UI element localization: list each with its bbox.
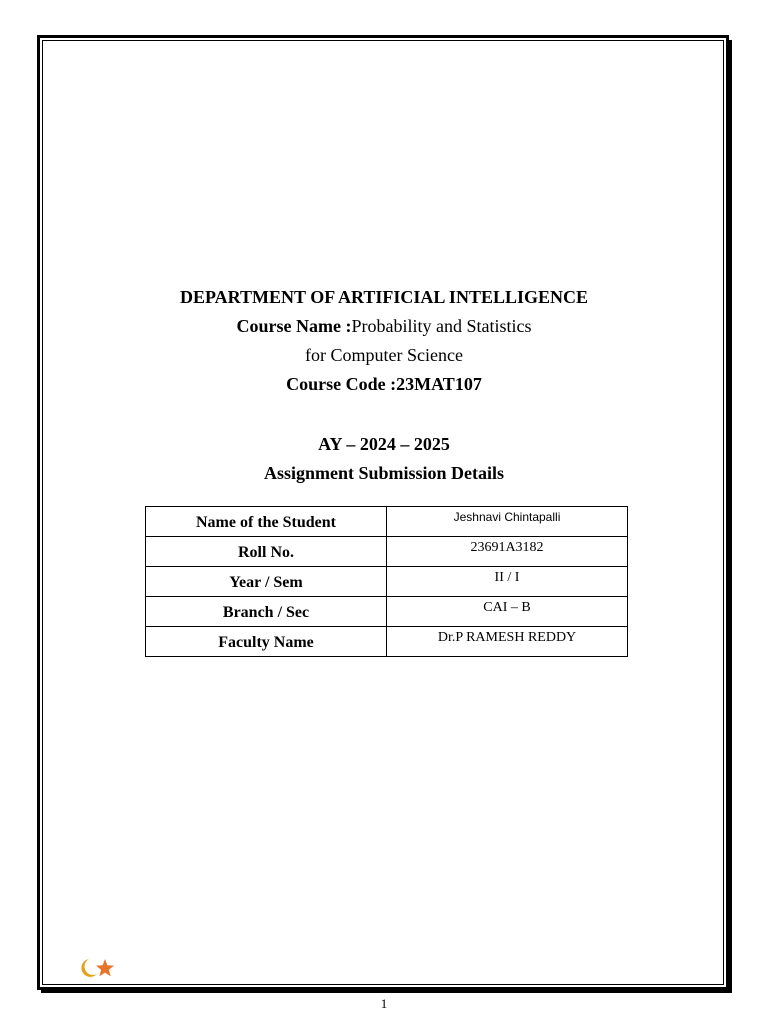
title-block — [0, 283, 768, 488]
course-name-line — [0, 312, 768, 341]
row-value: Jeshnavi Chintapalli — [387, 507, 628, 537]
table-row — [146, 627, 628, 657]
row-value: Dr.P RAMESH REDDY — [387, 627, 628, 657]
crescent-star-icon — [75, 957, 115, 979]
row-value: II / I — [387, 567, 628, 597]
course-code: Course Code :23MAT107 — [286, 374, 482, 394]
table-row — [146, 567, 628, 597]
course-name-continuation: for Computer Science — [305, 345, 463, 365]
row-label: Branch / Sec — [146, 597, 387, 627]
row-value: 23691A3182 — [387, 537, 628, 567]
row-label: Year / Sem — [146, 567, 387, 597]
table-row — [146, 507, 628, 537]
course-name-value: Probability and Statistics — [351, 316, 532, 336]
row-label: Faculty Name — [146, 627, 387, 657]
course-name-label: Course Name : — [236, 316, 352, 336]
row-value: CAI – B — [387, 597, 628, 627]
department-title: DEPARTMENT OF ARTIFICIAL INTELLIGENCE — [180, 287, 588, 307]
submission-details-table — [145, 506, 628, 657]
spacer — [0, 399, 768, 430]
table-row — [146, 597, 628, 627]
row-label: Name of the Student — [146, 507, 387, 537]
row-label: Roll No. — [146, 537, 387, 567]
section-title: Assignment Submission Details — [263, 463, 505, 483]
academic-year: AY – 2024 – 2025 — [318, 434, 450, 454]
table-row — [146, 537, 628, 567]
page-number: 1 — [380, 996, 388, 1011]
